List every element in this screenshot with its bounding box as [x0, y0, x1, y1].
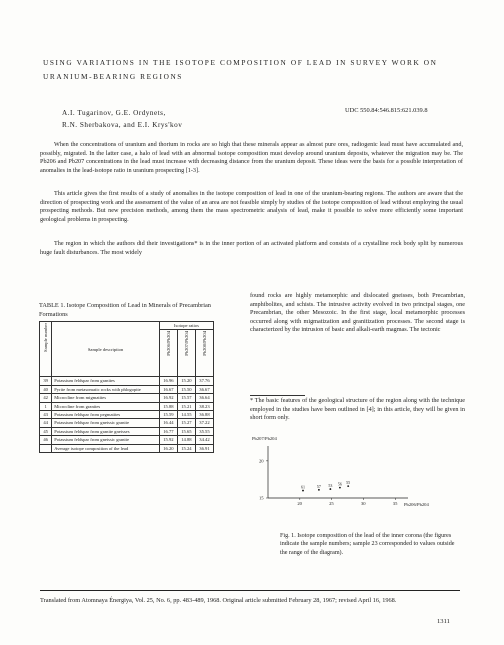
data-point-label: 56 — [337, 481, 342, 487]
data-point-label: 55 — [346, 480, 351, 486]
table-row: 40 Pyrite from metasomatic rocks with phlogopite 16.67 15.50 36.67 — [40, 385, 214, 393]
intro-paragraph: When the concentrations of uranium and thorium in rocks are so high that these minerals appear as almost pure ores, radiogenic lead must have accumulated and, possibly, migrated. In the latter case, a halo of lead with an abnormal isotope composition must develop around uranium deposits, whatever the migration may be. The Pb206 and Pb207 concentrations in the lead must increase with decreasing distance from the uranium deposit. These ideas were the basis for a possible interpretation of anomalies in the lead-isotope ratio in uranium prospecting [1-3]. — [40, 141, 463, 174]
col-sample-description: Sample description — [52, 322, 160, 377]
y-tick-label: 15 — [259, 495, 264, 501]
data-point — [318, 489, 320, 491]
table-caption: TABLE 1. Isotope Composition of Lead in Minerals of Precambrian Formations — [39, 302, 211, 318]
data-point — [329, 488, 331, 490]
authors — [62, 107, 282, 131]
translation-note: Translated from Atomnaya Énergiya, Vol. 25, No. 6, pp. 483-489, 1968. Original article submitted February 28, 1967; revised April 16, 1968. — [40, 597, 397, 604]
col-ratio-207: Pb207/Pb204 — [177, 330, 195, 377]
y-tick-label: 20 — [259, 458, 264, 464]
udc-code: UDC 550.84:546.815:621.039.8 — [345, 107, 428, 114]
table-row: 1 Microcline from granites 15.88 15.21 38.23 — [40, 402, 214, 410]
isotope-table — [39, 321, 214, 453]
data-point — [347, 485, 349, 487]
x-tick-label: 30 — [360, 501, 366, 506]
data-point-label: 53 — [328, 483, 333, 489]
third-paragraph-start: The region in which the authors did their investigations* is in the inner portion of an activated platform and consists of a crystalline rock body split by numerous huge fault disturbances. The most widely — [40, 240, 463, 256]
table-row: 45 Potassium feldspar from granite gneisses 16.77 15.65 35.55 — [40, 427, 214, 435]
figure-1-chart — [248, 430, 448, 525]
chart-points — [301, 480, 350, 491]
footnote: * The basic features of the geological structure of the region along with the technique employed in the studies have been outlined in [4]; in this article, they will be given in short form only. — [250, 397, 465, 421]
data-point — [339, 487, 341, 489]
table-row: 42 Microcline from migmatites 16.92 15.57 36.64 — [40, 394, 214, 402]
footnote-rule — [250, 395, 305, 396]
right-column-text: found rocks are highly metamorphic and dislocated gneisses, both Precambrian, amphibolites, and schists. The intrusive activity evolved in two principal stages, one Precambrian, the other Mesozoic. In the first stage, local metamorphic processes occurred along with migmatization and granitization processes. The second stage is characterized by the intrusion of basic and alkali-earth magmas. The tectonic — [250, 292, 465, 333]
table-row: 43 Potassium feldspar from pegmatites 15.59 14.55 36.88 — [40, 411, 214, 419]
x-tick-label: 35 — [392, 501, 398, 506]
table-row: 39 Potassium feldspar from granites 16.96 15.20 37.76 — [40, 377, 214, 385]
data-point-label: 57 — [316, 483, 321, 489]
col-isotope-ratios: Isotope ratios — [159, 322, 213, 330]
second-paragraph: This article gives the first results of a study of anomalies in the isotope composition of lead in one of the uranium-bearing regions. The authors are aware that the direction of prospecting work and the assessment of the value of an area are not feasible simply by studies of the isotope composition of lead without employing the usual prospecting methods. But new precision methods, among them the mass spectrometric analysis of lead, make it possible to solve more efficiently some important geological problems in prospecting. — [40, 190, 463, 223]
col-sample-number: Sample number — [40, 322, 52, 377]
chart-axes — [268, 446, 408, 498]
col-ratio-206: Pb206/Pb204 — [159, 330, 177, 377]
x-tick-label: 25 — [329, 501, 334, 506]
footer-rule — [40, 590, 460, 591]
table-row: 44 Potassium feldspar from gneissic granite 16.44 15.27 37.22 — [40, 419, 214, 427]
chart-ylabel: Pb207/Pb204 — [252, 436, 277, 441]
data-point — [302, 490, 304, 492]
data-point-label: 61 — [301, 484, 305, 490]
figure-caption: Fig. 1. Isotope composition of the lead of the inner corona (the figures indicate the sample numbers; sample 23 corresponded to values outside the range of the diagram). — [280, 533, 455, 556]
authors-line-1: A.I. Tugarinov, G.E. Ordynets, — [62, 109, 166, 117]
chart-xlabel: Pb206/Pb204 — [404, 502, 429, 507]
table-row: 46 Potassium feldspar from gneissic granite 15.92 14.88 34.42 — [40, 436, 214, 444]
article-title: USING VARIATIONS IN THE ISOTOPE COMPOSITION OF LEAD IN SURVEY WORK ON URANIUM-BEARING REGIONS — [43, 58, 438, 81]
table-average-row: Average isotope composition of the lead 16.20 15.24 36.91 — [40, 444, 214, 452]
page-number: 1311 — [437, 618, 450, 625]
col-ratio-208: Pb208/Pb204 — [195, 330, 213, 377]
authors-line-2: R.N. Sherbakova, and E.I. Krys'kov — [62, 121, 183, 129]
x-tick-label: 20 — [297, 501, 302, 506]
